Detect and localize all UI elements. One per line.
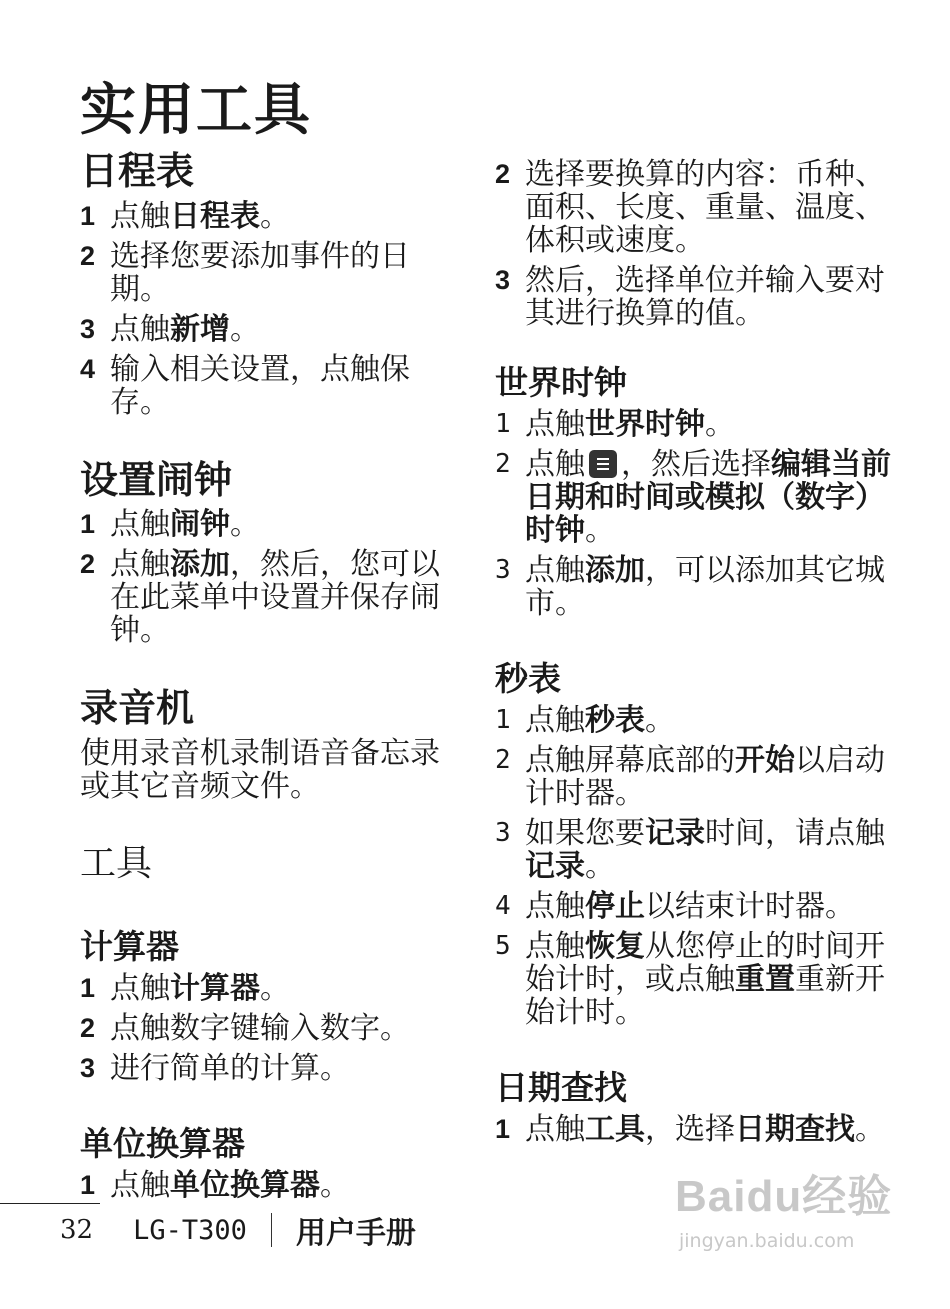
section-text: 使用录音机录制语音备忘录或其它音频文件。 [80, 736, 440, 805]
list-item: 1 点触世界时钟。 [495, 406, 735, 442]
section-heading: 秒表 [495, 658, 561, 698]
world-clock-section [495, 364, 895, 620]
left-column [80, 150, 450, 1242]
list-item: 1 点触闹钟。 [80, 507, 260, 543]
recorder-section [80, 687, 450, 803]
list-item: 2 选择您要添加事件的日期。 [80, 238, 410, 307]
footer-divider [0, 1203, 100, 1204]
list-item: 5 点触恢复从您停止的时间开始计时，或点触重置重新开始计时。 [495, 928, 885, 1030]
list-item: 2 点触添加，然后，您可以在此菜单中设置并保存闹钟。 [80, 547, 440, 649]
list-item: 4 输入相关设置，点触保存。 [80, 351, 410, 420]
watermark-url: jingyan.baidu.com [679, 1230, 855, 1252]
baidu-watermark [675, 1160, 895, 1280]
watermark-logo: Baidu经验 [675, 1172, 893, 1221]
section-heading: 世界时钟 [495, 363, 627, 402]
page-footer [60, 1208, 416, 1252]
section-heading: 工具 [80, 843, 153, 885]
converter-continued [495, 158, 895, 330]
page-number: 32 [60, 1215, 94, 1245]
list-item: 1 点触日程表。 [80, 198, 290, 234]
manual-title: 用户手册 [295, 1216, 416, 1251]
list-item: 3 进行简单的计算。 [80, 1051, 350, 1087]
list-item: 1 点触秒表。 [495, 702, 675, 738]
list-item: 3 点触新增。 [80, 311, 260, 347]
calendar-section [80, 150, 450, 419]
page-title: 实用工具 [80, 78, 312, 143]
converter-section [80, 1125, 450, 1202]
alarm-section [80, 459, 450, 648]
section-heading: 计算器 [80, 927, 179, 967]
model-name: LG-T300 [133, 1214, 247, 1246]
date-finder-section [495, 1069, 895, 1146]
section-heading: 单位换算器 [80, 1124, 245, 1164]
list-item: 3 然后，选择单位并输入要对其进行换算的值。 [495, 263, 885, 331]
list-item: 2 点触屏幕底部的开始以启动计时器。 [495, 742, 885, 811]
list-item: 2 点触 ，然后选择编辑当前日期和时间或模拟（数字）时钟。 [495, 446, 891, 548]
list-item: 1 点触单位换算器。 [80, 1168, 350, 1204]
calculator-section [80, 928, 450, 1085]
list-item: 3 如果您要记录时间，请点触记录。 [495, 815, 885, 884]
list-item: 2 点触数字键输入数字。 [80, 1011, 410, 1047]
list-item: 4 点触停止以结束计时器。 [495, 888, 855, 924]
section-heading: 录音机 [80, 686, 195, 731]
section-heading: 日期查找 [495, 1067, 627, 1107]
list-item: 2 选择要换算的内容：币种、面积、长度、重量、温度、体积或速度。 [495, 157, 885, 258]
menu-icon [589, 450, 617, 478]
section-heading: 日程表 [80, 149, 195, 193]
footer-separator [271, 1213, 272, 1247]
stopwatch-section [495, 660, 895, 1029]
list-item: 1 点触计算器。 [80, 971, 290, 1007]
right-column [495, 150, 895, 1186]
list-item: 3 点触添加，可以添加其它城市。 [495, 552, 885, 621]
section-heading: 设置闹钟 [80, 457, 233, 502]
tools-section [80, 843, 450, 884]
list-item: 1 点触工具，选择日期查找。 [495, 1111, 885, 1147]
